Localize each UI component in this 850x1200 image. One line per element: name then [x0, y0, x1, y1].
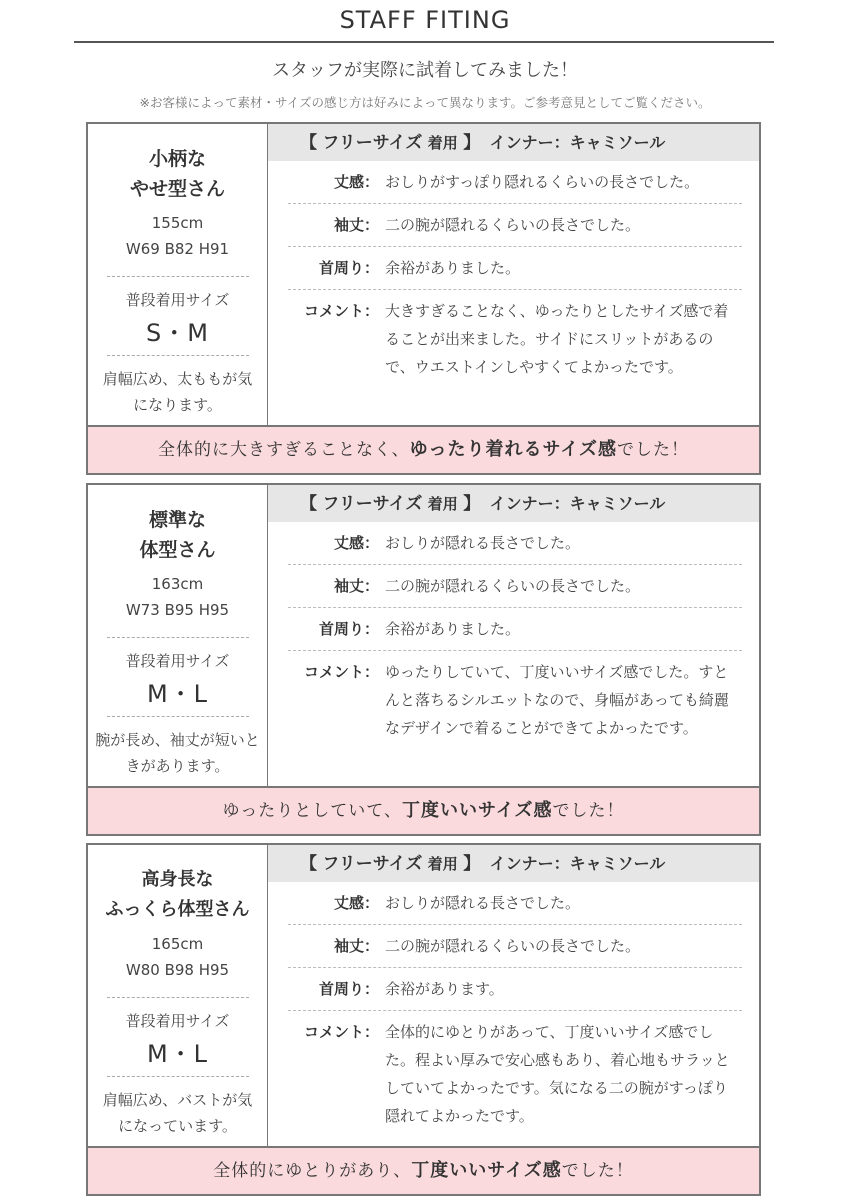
usual-size-label: 普段着用サイズ [125, 291, 230, 309]
wear-info-header: 【 フリーサイズ 着用 】 インナー：キャミソール [268, 845, 759, 882]
usual-size-value: M・L [146, 680, 209, 708]
sleeve-row: 袖丈： 二の腕が隠れるくらいの長さでした。 [288, 204, 742, 247]
usual-size-value: M・L [146, 1040, 209, 1068]
body-remark: 肩幅広め、バストが気になっています。 [102, 1091, 253, 1135]
sleeve-row: 袖丈： 二の腕が隠れるくらいの長さでした。 [288, 925, 742, 968]
divider [107, 997, 249, 998]
neck-row: 首周り： 余裕があります。 [288, 968, 742, 1011]
usual-size-label: 普段着用サイズ [125, 1012, 230, 1030]
wear-info-header: 【 フリーサイズ 着用 】 インナー：キャミソール [268, 485, 759, 522]
body-type: 小柄な やせ型さん [129, 148, 225, 200]
usual-size-value: S・M [146, 319, 209, 347]
divider [107, 355, 249, 356]
body-type: 標準な 体型さん [139, 509, 216, 561]
comment-row: コメント： 全体的にゆとりがあって、丁度いいサイズ感でした。程よい厚みで安心感もあり、着心地もサラッとしていてよかったです。気になる二の腕がすっぽり隠れてよかったです。 [303, 1023, 730, 1125]
staff-measurements: W73 B95 H95 [125, 601, 230, 619]
divider [107, 276, 249, 277]
summary-band: 全体的にゆとりがあり、丁度いいサイズ感でした！ [88, 1146, 759, 1194]
staff-card-1 [86, 122, 761, 475]
length-row: 丈感： おしりが隠れる長さでした。 [288, 882, 742, 925]
staff-profile [88, 124, 268, 425]
staff-profile [88, 485, 268, 786]
body-remark: 肩幅広め、太ももが気になります。 [102, 370, 253, 414]
staff-measurements: W80 B98 H95 [125, 961, 230, 979]
neck-row: 首周り： 余裕がありました。 [288, 608, 742, 651]
comment-row: コメント： ゆったりしていて、丁度いいサイズ感でした。すとんと落ちるシルエットなので、身幅があっても綺麗なデザインで着ることができてよかったです。 [303, 663, 729, 737]
summary-band: ゆったりとしていて、丁度いいサイズ感でした！ [88, 786, 759, 834]
body-remark: 腕が長め、袖丈が短いときがあります。 [95, 731, 260, 775]
fitting-details [268, 124, 759, 381]
sleeve-row: 袖丈： 二の腕が隠れるくらいの長さでした。 [288, 565, 742, 608]
body-type: 高身長な ふっくら体型さん [105, 869, 250, 920]
staff-height: 165cm [151, 935, 204, 953]
divider [107, 637, 249, 638]
comment-row: コメント： 大きすぎることなく、ゆったりとしたサイズ感で着ることが出来ました。サイドにスリットがあるので、ウエストインしやすくてよかったです。 [303, 302, 729, 376]
staff-height: 155cm [151, 214, 204, 232]
fitting-details [268, 485, 759, 742]
staff-profile [88, 845, 268, 1146]
usual-size-label: 普段着用サイズ [125, 652, 230, 670]
staff-card-2 [86, 483, 761, 836]
page-subtitle: スタッフが実際に試着してみました！ [272, 60, 578, 81]
divider [107, 1076, 249, 1077]
neck-row: 首周り： 余裕がありました。 [288, 247, 742, 290]
staff-height: 163cm [151, 575, 204, 593]
page-title: STAFF FITING [339, 6, 511, 34]
summary-band: 全体的に大きすぎることなく、ゆったり着れるサイズ感でした！ [88, 425, 759, 473]
staff-card-3 [86, 843, 761, 1196]
staff-measurements: W69 B82 H91 [125, 240, 230, 258]
fitting-details [268, 845, 759, 1130]
title-divider [74, 41, 774, 43]
disclaimer-note: ※お客様によって素材・サイズの感じ方は好みによって異なります。ご参考意見としてご覧ください。 [139, 95, 711, 110]
length-row: 丈感： おしりが隠れる長さでした。 [288, 522, 742, 565]
wear-info-header: 【 フリーサイズ 着用 】 インナー：キャミソール [268, 124, 759, 161]
divider [107, 716, 249, 717]
length-row: 丈感： おしりがすっぽり隠れるくらいの長さでした。 [288, 161, 742, 204]
